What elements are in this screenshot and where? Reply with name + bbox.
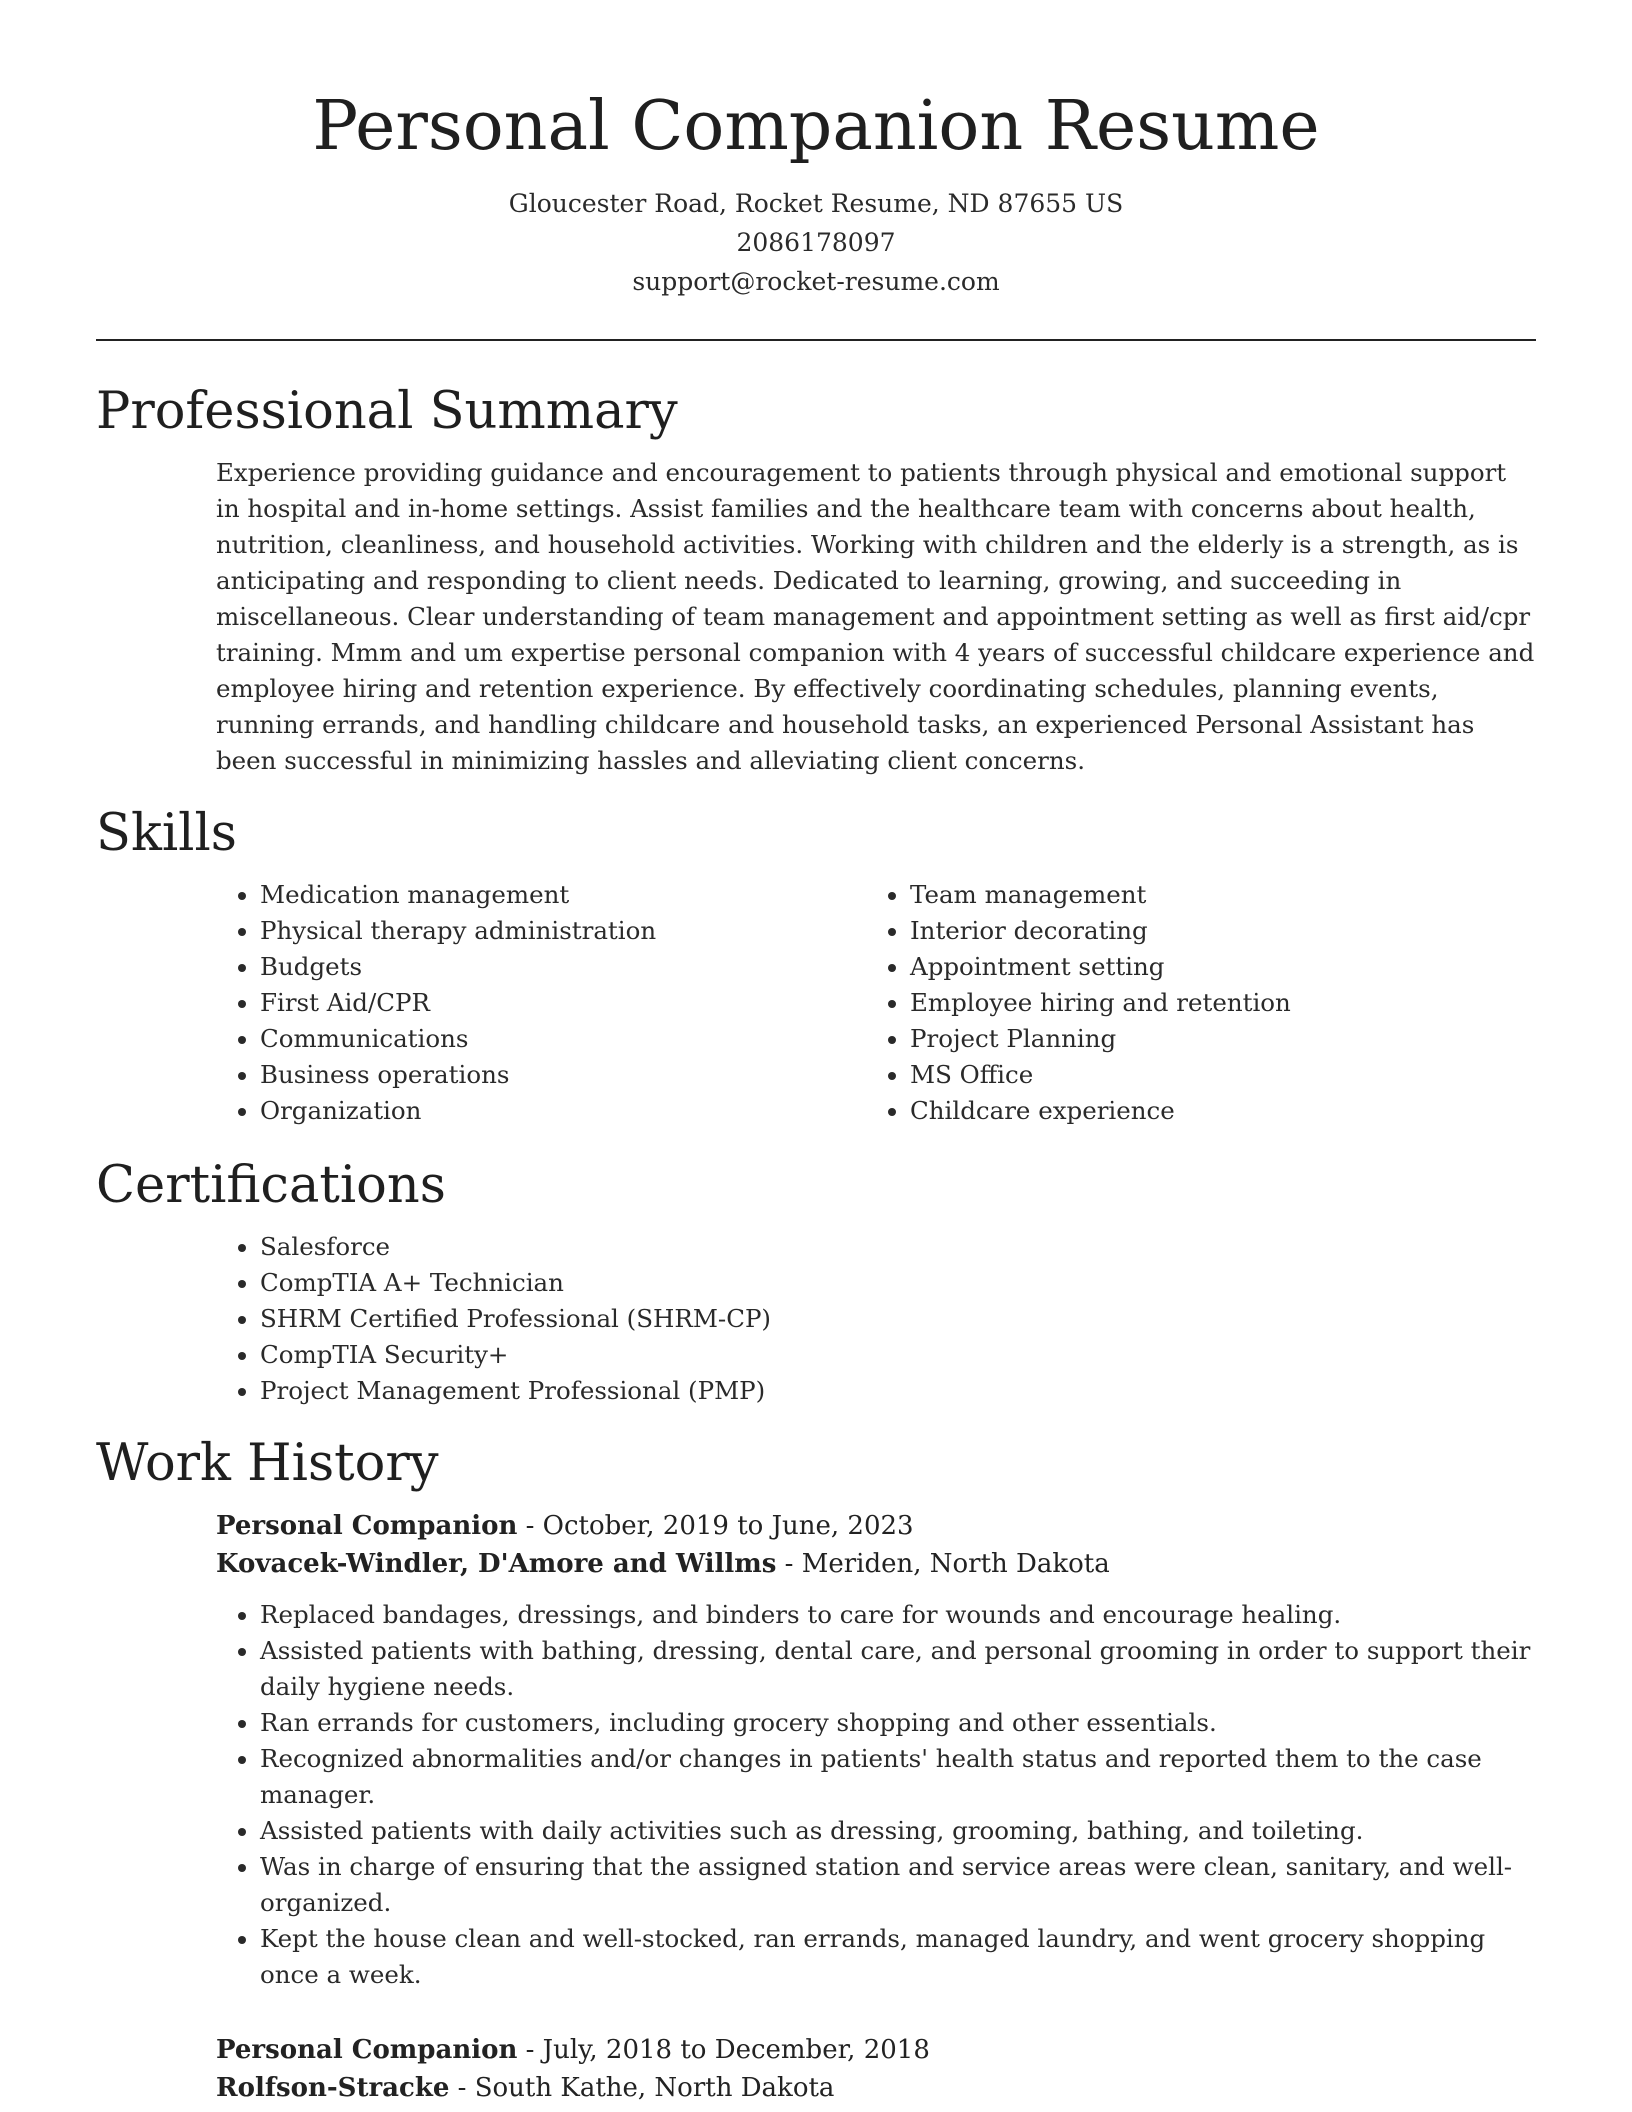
job-location: - South Kathe, North Dakota <box>449 2073 835 2103</box>
skills-heading: Skills <box>96 804 237 863</box>
contact-phone: 2086178097 <box>736 228 896 257</box>
certification-item: • CompTIA Security+ <box>260 1337 1536 1373</box>
skills-list <box>216 877 1536 1129</box>
summary-heading: Professional Summary <box>96 382 678 441</box>
skill-item: • MS Office <box>910 1057 1516 1093</box>
job-bullet: • Replaced bandages, dressings, and binders to care for wounds and encourage healing. <box>260 1597 1536 1633</box>
certification-item: • SHRM Certified Professional (SHRM-CP) <box>260 1301 1536 1337</box>
job-bullet: • Assisted patients with bathing, dressing, dental care, and personal grooming in order to support their daily hygiene needs. <box>260 1633 1536 1705</box>
job-title-line <box>216 1507 1536 1545</box>
certifications-list <box>216 1229 1536 1409</box>
skill-item: • Employee hiring and retention <box>910 985 1516 1021</box>
job-company: Kovacek-Windler, D'Amore and Willms <box>216 1549 777 1579</box>
job-entry <box>216 1507 1536 1993</box>
resume-page <box>96 0 1536 2112</box>
skill-item: • Appointment setting <box>910 949 1516 985</box>
skill-item: • Interior decorating <box>910 913 1516 949</box>
header-divider <box>96 339 1536 341</box>
skill-item: • Communications <box>260 1021 866 1057</box>
job-bullet: • Assisted patients with daily activities such as dressing, grooming, bathing, and toileting. <box>260 1813 1536 1849</box>
resume-title: Personal Companion Resume <box>312 87 1320 166</box>
work-history-heading: Work History <box>96 1434 439 1493</box>
certification-item: • Salesforce <box>260 1229 1536 1265</box>
skill-item: • Childcare experience <box>910 1093 1516 1129</box>
skill-item: • Physical therapy administration <box>260 913 866 949</box>
skills-column-right <box>866 877 1516 1129</box>
contact-address: Gloucester Road, Rocket Resume, ND 87655 US <box>508 189 1124 218</box>
skill-item: • Business operations <box>260 1057 866 1093</box>
job-bullet: • Was in charge of ensuring that the assigned station and service areas were clean, sanitary, and well-organized. <box>260 1849 1536 1921</box>
job-dates: - July, 2018 to December, 2018 <box>517 2035 930 2065</box>
skill-item: • Budgets <box>260 949 866 985</box>
job-title: Personal Companion <box>216 2035 518 2065</box>
skill-item: • Team management <box>910 877 1516 913</box>
job-location: - Meriden, North Dakota <box>776 1549 1110 1579</box>
skills-column-left <box>216 877 866 1129</box>
resume-header <box>96 0 1536 301</box>
certifications-heading: Certifications <box>96 1156 446 1215</box>
job-title-line <box>216 2031 1536 2069</box>
job-bullet: • Ran errands for customers, including grocery shopping and other essentials. <box>260 1705 1536 1741</box>
job-company: Rolfson-Stracke <box>216 2073 450 2103</box>
job-title: Personal Companion <box>216 1511 518 1541</box>
certification-item: • Project Management Professional (PMP) <box>260 1373 1536 1409</box>
job-entry <box>216 2031 1536 2107</box>
skill-item: • Medication management <box>260 877 866 913</box>
certification-item: • CompTIA A+ Technician <box>260 1265 1536 1301</box>
contact-email: support@rocket-resume.com <box>632 267 1000 296</box>
skill-item: • Project Planning <box>910 1021 1516 1057</box>
summary-text: Experience providing guidance and encouragement to patients through physical and emotional support in hospital and in-home settings. Assist families and the healthcare team with concerns about health, nutrition, cleanliness, and household activities. Working with children and the elderly is a strength, as is anticipating and responding to client needs. Dedicated to learning, growing, and succeeding in miscellaneous. Clear understanding of team management and appointment setting as well as first aid/cpr training. Mmm and um expertise personal companion with 4 years of successful childcare experience and employee hiring and retention experience. By effectively coordinating schedules, planning events, running errands, and handling childcare and household tasks, an experienced Personal Assistant has been successful in minimizing hassles and alleviating client concerns. <box>216 458 1535 775</box>
job-dates: - October, 2019 to June, 2023 <box>517 1511 914 1541</box>
skill-item: • First Aid/CPR <box>260 985 866 1021</box>
job-company-line <box>216 2069 1536 2107</box>
job-company-line <box>216 1545 1536 1583</box>
skill-item: • Organization <box>260 1093 866 1129</box>
job-bullet: • Kept the house clean and well-stocked, ran errands, managed laundry, and went grocery shopping once a week. <box>260 1921 1536 1993</box>
job-bullet: • Recognized abnormalities and/or changes in patients' health status and reported them to the case manager. <box>260 1741 1536 1813</box>
job-bullets <box>216 1597 1536 1993</box>
